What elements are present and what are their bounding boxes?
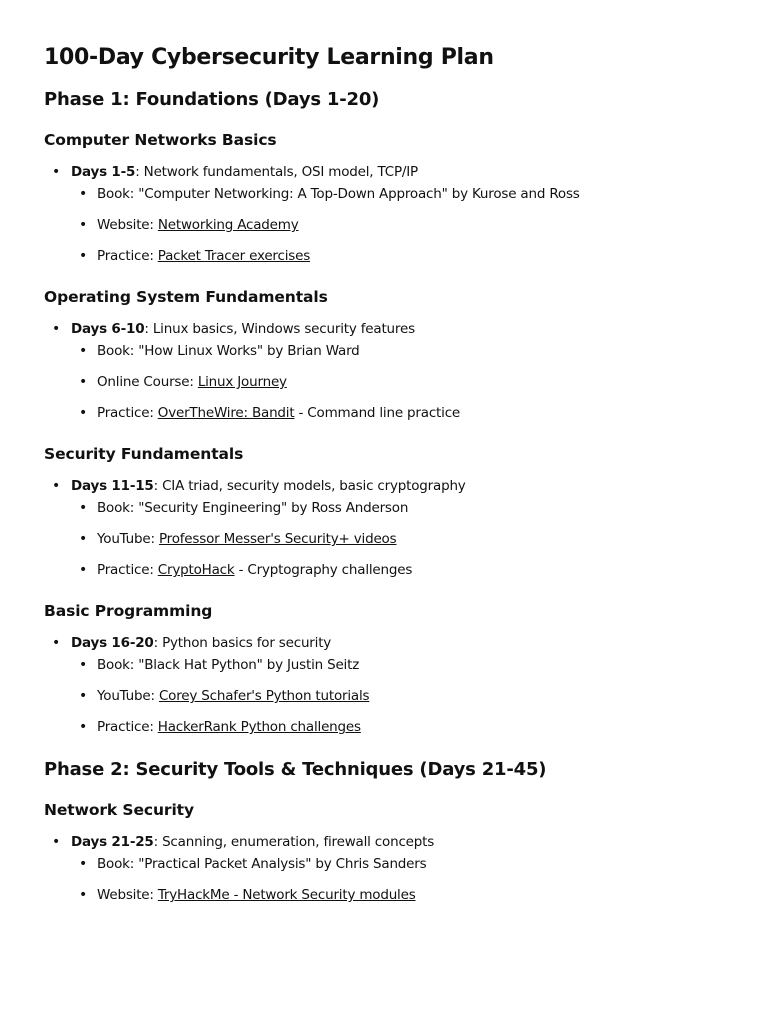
resource-label: Practice: — [97, 719, 158, 735]
section-heading: Basic Programming — [44, 602, 213, 620]
section-heading: Network Security — [44, 801, 194, 819]
resource-note: - Cryptography challenges — [234, 562, 413, 578]
resource-label: Website: — [97, 217, 158, 233]
section-heading: Computer Networks Basics — [44, 131, 277, 149]
day-range-list — [44, 477, 728, 579]
resource-label: Book: "Computer Networking: A Top-Down Approach" by Kurose and Ross — [97, 186, 580, 202]
resource-item — [44, 499, 728, 517]
resource-label: Website: — [97, 887, 158, 903]
resource-label: Book: "Practical Packet Analysis" by Chris Sanders — [97, 856, 427, 872]
resource-link[interactable]: HackerRank Python challenges — [157, 719, 361, 735]
resource-label: Practice: — [97, 405, 158, 421]
resource-link[interactable]: Networking Academy — [157, 217, 299, 233]
day-range-item — [44, 320, 728, 422]
resource-item — [44, 530, 728, 548]
resource-item — [44, 886, 728, 904]
resource-label: YouTube: — [97, 531, 159, 547]
resource-link[interactable]: Professor Messer's Security+ videos — [158, 531, 397, 547]
day-range-item — [44, 477, 728, 579]
resource-item — [44, 185, 728, 203]
day-range-item — [44, 163, 728, 265]
day-range-topic: : Scanning, enumeration, firewall concepts — [153, 834, 435, 850]
resource-list — [71, 185, 728, 265]
resource-item — [44, 216, 728, 234]
resource-list — [71, 342, 728, 422]
resource-item — [44, 247, 728, 265]
day-range-label: Days 1-5 — [71, 164, 136, 180]
day-range-list — [44, 634, 728, 736]
resource-link[interactable]: TryHackMe - Network Security modules — [157, 887, 416, 903]
resource-link[interactable]: Linux Journey — [197, 374, 287, 390]
day-range-list — [44, 833, 728, 904]
document-content — [44, 88, 728, 904]
resource-item — [44, 855, 728, 873]
day-range-label: Days 16-20 — [71, 635, 154, 651]
day-range-topic: : Network fundamentals, OSI model, TCP/IP — [135, 164, 418, 180]
phase-heading: Phase 1: Foundations (Days 1-20) — [44, 89, 380, 110]
day-range-label: Days 6-10 — [71, 321, 145, 337]
resource-list — [71, 499, 728, 579]
resource-list — [71, 855, 728, 904]
resource-label: Book: "Security Engineering" by Ross Anderson — [97, 500, 409, 516]
resource-label: YouTube: — [97, 688, 159, 704]
section-heading: Security Fundamentals — [44, 445, 244, 463]
page-title: 100-Day Cybersecurity Learning Plan — [44, 45, 494, 70]
resource-item — [44, 404, 728, 422]
day-range-item — [44, 634, 728, 736]
resource-link[interactable]: CryptoHack — [157, 562, 235, 578]
day-range-topic: : Linux basics, Windows security features — [144, 321, 415, 337]
resource-link[interactable]: OverTheWire: Bandit — [157, 405, 295, 421]
resource-label: Book: "How Linux Works" by Brian Ward — [97, 343, 360, 359]
phase-heading: Phase 2: Security Tools & Techniques (Days 21-45) — [44, 759, 547, 780]
day-range-label: Days 21-25 — [71, 834, 154, 850]
day-range-label: Days 11-15 — [71, 478, 154, 494]
day-range-list — [44, 320, 728, 422]
resource-item — [44, 561, 728, 579]
resource-list — [71, 656, 728, 736]
resource-label: Book: "Black Hat Python" by Justin Seitz — [97, 657, 360, 673]
day-range-topic: : CIA triad, security models, basic cryptography — [153, 478, 466, 494]
resource-label: Practice: — [97, 248, 158, 264]
day-range-item — [44, 833, 728, 904]
resource-item — [44, 687, 728, 705]
resource-label: Practice: — [97, 562, 158, 578]
day-range-topic: : Python basics for security — [153, 635, 332, 651]
section-heading: Operating System Fundamentals — [44, 288, 328, 306]
resource-label: Online Course: — [97, 374, 198, 390]
resource-link[interactable]: Packet Tracer exercises — [157, 248, 311, 264]
resource-item — [44, 373, 728, 391]
resource-note: - Command line practice — [294, 405, 461, 421]
resource-item — [44, 342, 728, 360]
resource-link[interactable]: Corey Schafer's Python tutorials — [158, 688, 370, 704]
resource-item — [44, 718, 728, 736]
resource-item — [44, 656, 728, 674]
day-range-list — [44, 163, 728, 265]
